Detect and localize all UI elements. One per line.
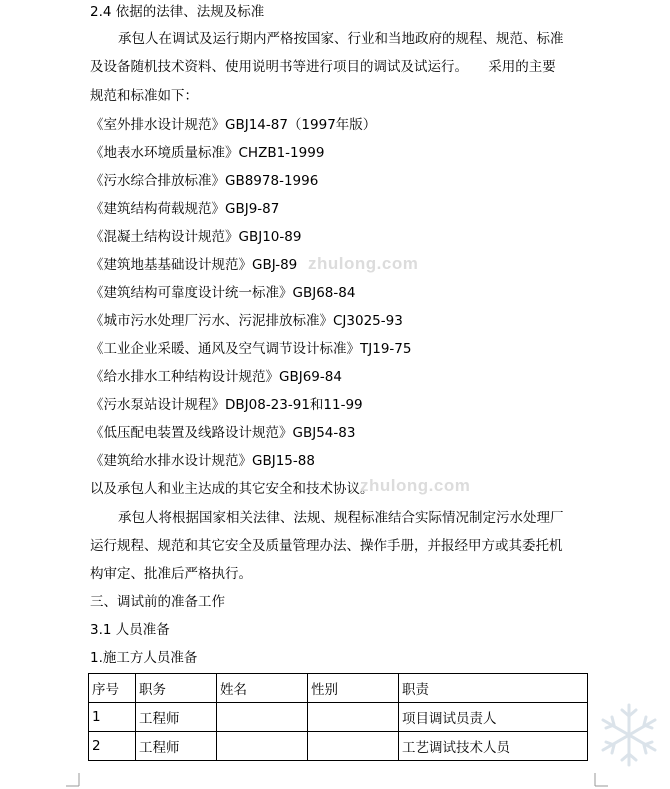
standard-item: 《污水综合排放标准》GB8978-1996 <box>90 173 319 189</box>
standard-item: 《建筑地基基础设计规范》GBJ-89 <box>90 257 298 273</box>
standard-item: 《建筑结构荷载规范》GBJ9-87 <box>90 201 280 217</box>
para2-line-1: 承包人将根据国家相关法律、法规、规程标准结合实际情况制定污水处理厂 <box>118 510 564 526</box>
standard-item: 《给水排水工种结构设计规范》GBJ69-84 <box>90 369 342 385</box>
table-cell: 工程师 <box>136 703 217 732</box>
para2-line-3: 构审定、批准后严格执行。 <box>90 566 252 582</box>
table-cell: 1 <box>89 703 136 732</box>
section-3-heading: 三、调试前的准备工作 <box>90 594 225 610</box>
staff-table <box>88 673 588 761</box>
heading-2-4: 2.4 依据的法律、法规及标准 <box>90 4 265 20</box>
table-row <box>89 703 588 732</box>
watermark-text: zhulong.com <box>360 476 471 495</box>
header-cell-gender: 性别 <box>308 674 399 703</box>
subsection-3-1-heading: 3.1 人员准备 <box>90 622 170 638</box>
watermark-text: zhulong.com <box>308 254 419 273</box>
table-header-row <box>89 674 588 703</box>
intro-line-3: 规范和标准如下： <box>90 88 198 104</box>
standard-item: 《低压配电装置及线路设计规范》GBJ54-83 <box>90 425 356 441</box>
table-cell: 工艺调试技术人员 <box>399 732 588 761</box>
agreement-line: 以及承包人和业主达成的其它安全和技术协议。 <box>90 481 374 497</box>
standard-item: 《城市污水处理厂污水、污泥排放标准》CJ3025-93 <box>90 313 403 329</box>
standard-item: 《建筑结构可靠度设计统一标准》GBJ68-84 <box>90 285 356 301</box>
table-cell: 工程师 <box>136 732 217 761</box>
standard-item: 《混凝土结构设计规范》GBJ10-89 <box>90 229 302 245</box>
standard-item: 《建筑给水排水设计规范》GBJ15-88 <box>90 453 315 469</box>
intro-line-2: 及设备随机技术资料、使用说明书等进行项目的调试及试运行。 采用的主要 <box>90 59 556 75</box>
standard-item: 《室外排水设计规范》GBJ14-87（1997年版） <box>90 117 377 133</box>
standard-item: 《污水泵站设计规程》DBJ08-23-91和11-99 <box>90 397 363 413</box>
header-cell-name: 姓名 <box>217 674 308 703</box>
header-cell-number: 序号 <box>89 674 136 703</box>
header-cell-duty: 职责 <box>399 674 588 703</box>
table-cell <box>308 703 399 732</box>
table-cell: 项目调试员责人 <box>399 703 588 732</box>
snowflake-watermark-icon <box>594 700 664 770</box>
standard-item: 《地表水环境质量标准》CHZB1-1999 <box>90 145 325 161</box>
table-cell <box>217 703 308 732</box>
margin-corner-mark-right <box>594 773 608 787</box>
table-cell: 2 <box>89 732 136 761</box>
standard-item: 《工业企业采暖、通风及空气调节设计标准》TJ19-75 <box>90 341 412 357</box>
table-cell <box>217 732 308 761</box>
margin-corner-mark-left <box>66 773 80 787</box>
subsection-1-heading: 1.施工方人员准备 <box>90 650 198 666</box>
para2-line-2: 运行规程、规范和其它安全及质量管理办法、操作手册，并报经甲方或其委托机 <box>90 538 563 554</box>
table-cell <box>308 732 399 761</box>
header-cell-position: 职务 <box>136 674 217 703</box>
intro-line-1: 承包人在调试及运行期内严格按国家、行业和当地政府的规程、规范、标准 <box>118 31 564 47</box>
table-row <box>89 732 588 761</box>
